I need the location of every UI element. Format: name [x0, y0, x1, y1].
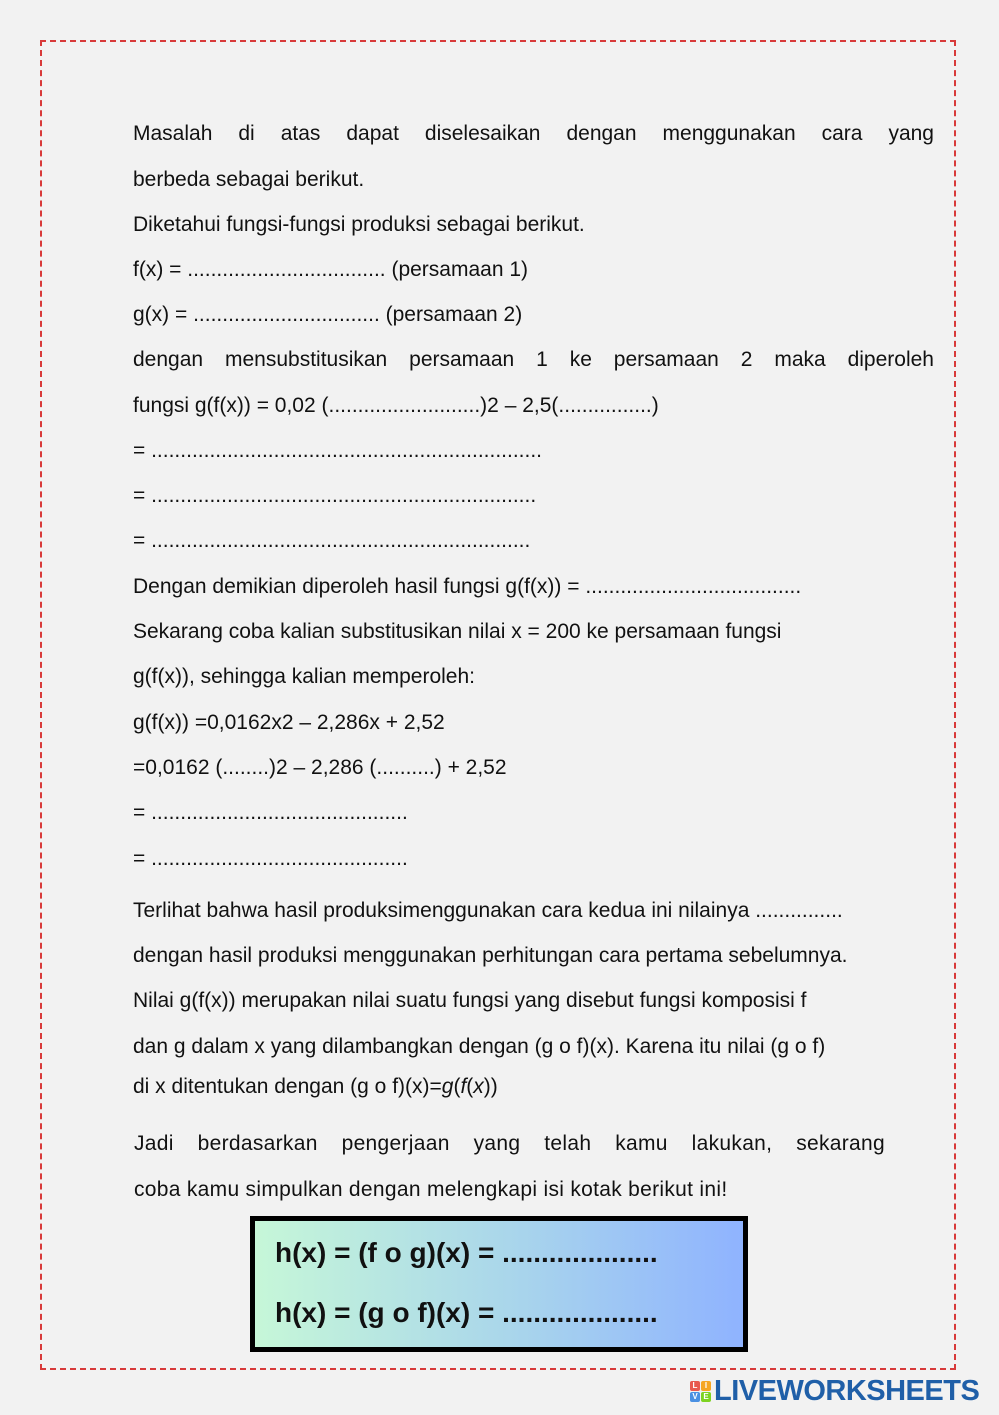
gfx-equation: g(f(x)) =0,0162x2 – 2,286x + 2,52 — [133, 711, 445, 734]
substitute-x-line1: Sekarang coba kalian substitusikan nilai x = 200 ke persamaan fungsi — [133, 620, 782, 643]
logo-letter-i: I — [701, 1381, 711, 1391]
logo-letter-v: V — [690, 1392, 700, 1402]
observation-line1: Terlihat bahwa hasil produksimenggunakan cara kedua ini nilainya ............... — [133, 899, 843, 922]
italic-g: g — [441, 1075, 454, 1098]
logo-text: LIVEWORKSHEETS — [714, 1374, 980, 1407]
working-step-2: = .................................................................. — [133, 484, 537, 507]
paragraph-intro-line2: berbeda sebagai berikut. — [133, 168, 365, 191]
composition-line3-text: di x ditentukan dengan (g o f)(x)= — [133, 1075, 442, 1098]
substitution-text-line2: fungsi g(f(x)) = 0,02 (..........................)2 – 2,5(................) — [133, 394, 659, 417]
logo-mark-icon — [690, 1381, 711, 1402]
composition-line2: dan g dalam x yang dilambangkan dengan (g o f)(x). Karena itu nilai (g o f) — [133, 1035, 826, 1058]
liveworksheets-logo — [690, 1376, 979, 1406]
paren-close: )) — [483, 1075, 498, 1098]
composition-line3 — [133, 1075, 498, 1099]
equation-g: g(x) = ................................ (persamaan 2) — [133, 303, 523, 326]
result-gfx: Dengan demikian diperoleh hasil fungsi g(f(x)) = ..................................... — [133, 575, 802, 598]
answer-fog[interactable]: h(x) = (f o g)(x) = .................... — [275, 1237, 658, 1268]
page-border — [40, 40, 956, 1370]
italic-f: f — [460, 1075, 467, 1098]
gfx-substituted: =0,0162 (........)2 – 2,286 (..........) + 2,52 — [133, 756, 507, 779]
logo-letter-e: E — [701, 1392, 711, 1402]
italic-x: x — [473, 1075, 484, 1098]
working-step-1: = ................................................................... — [133, 439, 543, 462]
conclusion-prompt-line2: coba kamu simpulkan dengan melengkapi isi kotak berikut ini! — [134, 1178, 728, 1201]
answer-gof[interactable]: h(x) = (g o f)(x) = .................... — [275, 1297, 658, 1328]
working-step-5: = ............................................ — [133, 847, 408, 870]
logo-letter-l: L — [690, 1381, 700, 1391]
working-step-4: = ............................................ — [133, 801, 408, 824]
substitution-text-line1: dengan mensubstitusikan persamaan 1 ke persamaan 2 maka diperoleh — [133, 348, 934, 371]
equation-f: f(x) = .................................. (persamaan 1) — [133, 258, 529, 281]
conclusion-prompt-line1: Jadi berdasarkan pengerjaan yang telah kamu lakukan, sekarang — [134, 1132, 885, 1155]
paragraph-intro-line1: Masalah di atas dapat diselesaikan dengan menggunakan cara yang — [133, 122, 934, 145]
known-functions-text: Diketahui fungsi-fungsi produksi sebagai berikut. — [133, 213, 585, 236]
composition-line1: Nilai g(f(x)) merupakan nilai suatu fungsi yang disebut fungsi komposisi f — [133, 989, 807, 1012]
paren-open-2: ( — [466, 1075, 474, 1098]
paren-open-1: ( — [453, 1075, 461, 1098]
observation-line2: dengan hasil produksi menggunakan perhitungan cara pertama sebelumnya. — [133, 944, 848, 967]
working-step-3: = ................................................................. — [133, 529, 531, 552]
substitute-x-line2: g(f(x)), sehingga kalian memperoleh: — [133, 665, 475, 688]
answer-box — [250, 1216, 748, 1352]
